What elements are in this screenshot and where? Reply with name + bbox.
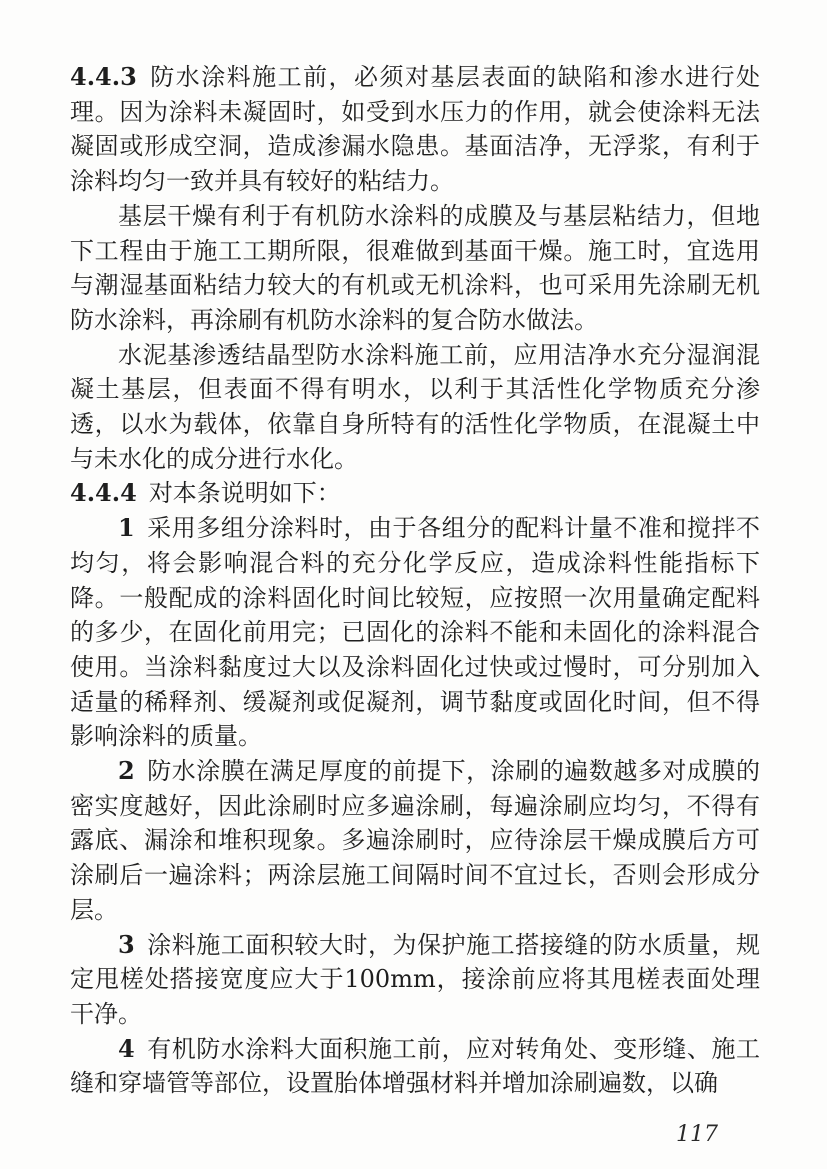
body-text [70,60,760,1101]
item-number: 2 [118,756,135,786]
clause-number: 4.4.4 [70,478,137,508]
item-text: 有机防水涂料大面积施工前，应对转角处、变形缝、施工缝和穿墙管等部位，设置胎体增强材料并增加涂刷遍数，以确 [70,1034,760,1098]
list-item-1 [70,511,760,754]
item-number: 1 [118,513,135,543]
clause-number: 4.4.3 [70,62,137,91]
paragraph-substrate-drying: 基层干燥有利于有机防水涂料的成膜及与基层粘结力，但地下工程由于施工工期所限，很难做到基面干燥。施工时，宜选用与潮湿基面粘结力较大的有机或无机涂料，也可采用先涂刷无机防水涂料，再涂刷有机防水涂料的复合防水做法。 [70,201,760,334]
item-number: 4 [118,1033,135,1063]
clause-4-4-4 [70,476,760,511]
clause-text: 对本条说明如下： [148,479,341,508]
clause-4-4-3 [70,60,760,199]
clause-text: 防水涂料施工前，必须对基层表面的缺陷和渗水进行处理。因为涂料未凝固时，如受到水压力的作用，就会使涂料无法凝固或形成空洞，造成渗漏水隐患。基面洁净，无浮浆，有利于涂料均匀一致并具有较好的粘结力。 [70,63,760,196]
list-item-2 [70,754,760,928]
list-item-3 [70,928,760,1032]
paragraph-cement-crystalline: 水泥基渗透结晶型防水涂料施工前，应用洁净水充分湿润混凝土基层，但表面不得有明水，以利于其活性化学物质充分渗透，以水为载体，依靠自身所特有的活性化学物质，在混凝土中与未水化的成分进行水化。 [70,340,760,473]
list-item-4 [70,1032,760,1101]
item-text: 涂料施工面积较大时，为保护施工搭接缝的防水质量，规定甩槎处搭接宽度应大于100mm，接涂前应将其甩槎表面处理干净。 [70,930,760,1028]
page-number: 117 [676,1122,718,1147]
item-text: 防水涂膜在满足厚度的前提下，涂刷的遍数越多对成膜的密实度越好，因此涂刷时应多遍涂刷，每遍涂刷应均匀，不得有露底、漏涂和堆积现象。多遍涂刷时，应待涂层干燥成膜后方可涂刷后一遍涂料；两涂层施工间隔时间不宜过长，否则会形成分层。 [70,757,760,924]
item-text: 采用多组分涂料时，由于各组分的配料计量不准和搅拌不均匀，将会影响混合料的充分化学反应，造成涂料性能指标下降。一般配成的涂料固化时间比较短，应按照一次用量确定配料的多少，在固化前用完；已固化的涂料不能和未固化的涂料混合使用。当涂料黏度过大以及涂料固化过快或过慢时，可分别加入适量的稀释剂、缓凝剂或促凝剂，调节黏度或固化时间，但不得影响涂料的质量。 [70,514,760,751]
item-number: 3 [118,929,135,959]
